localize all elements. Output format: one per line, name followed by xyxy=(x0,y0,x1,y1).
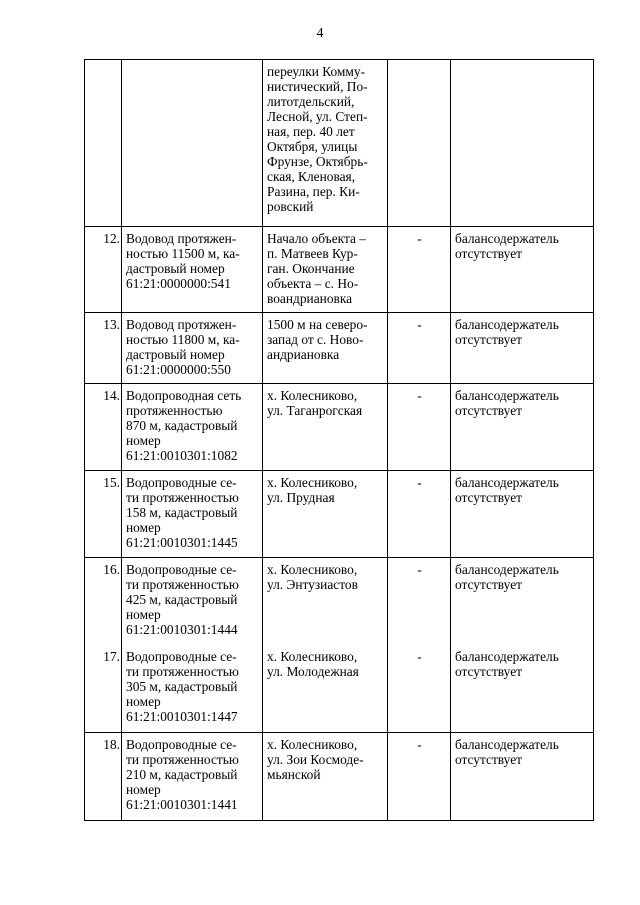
value-cell: - xyxy=(388,558,451,645)
value-cell: - xyxy=(388,227,451,313)
holder-cell: балансодержатель отсутствует xyxy=(451,384,594,471)
table-row xyxy=(85,645,594,733)
object-name-cell: Водопроводные се- ти протяженностью 210 м, кадастровый номер 61:21:0010301:1441 xyxy=(122,733,263,821)
table-row xyxy=(85,313,594,384)
object-name-cell: Водопроводные се- ти протяженностью 158 м, кадастровый номер 61:21:0010301:1445 xyxy=(122,471,263,558)
table-row xyxy=(85,471,594,558)
value-cell: - xyxy=(388,384,451,471)
row-number-cell: 14. xyxy=(85,384,122,471)
row-number-cell: 15. xyxy=(85,471,122,558)
row-number-cell: 12. xyxy=(85,227,122,313)
table-row xyxy=(85,227,594,313)
location-cell: переулки Комму- нистический, По- литотдельский, Лесной, ул. Степ- ная, пер. 40 лет Октября, улицы Фрунзе, Октябрь- ская, Кленовая, Разина, пер. Ки- ровский xyxy=(263,60,388,227)
row-number-cell: 17. xyxy=(85,645,122,733)
object-name-cell: Водопроводная сеть протяженностью 870 м, кадастровый номер 61:21:0010301:1082 xyxy=(122,384,263,471)
holder-cell: балансодержатель отсутствует xyxy=(451,645,594,733)
holder-cell: балансодержатель отсутствует xyxy=(451,313,594,384)
object-name-cell: Водовод протяжен- ностью 11800 м, ка- дастровый номер 61:21:0000000:550 xyxy=(122,313,263,384)
object-name-cell xyxy=(122,60,263,227)
object-name-cell: Водовод протяжен- ностью 11500 м, ка- дастровый номер 61:21:0000000:541 xyxy=(122,227,263,313)
object-name-cell: Водопроводные се- ти протяженностью 305 м, кадастровый номер 61:21:0010301:1447 xyxy=(122,645,263,733)
holder-cell: балансодержатель отсутствует xyxy=(451,227,594,313)
holder-cell: балансодержатель отсутствует xyxy=(451,558,594,645)
holder-cell: балансодержатель отсутствует xyxy=(451,733,594,821)
location-cell: х. Колесниково, ул. Энтузиастов xyxy=(263,558,388,645)
value-cell: - xyxy=(388,471,451,558)
value-cell: - xyxy=(388,733,451,821)
object-name-cell: Водопроводные се- ти протяженностью 425 м, кадастровый номер 61:21:0010301:1444 xyxy=(122,558,263,645)
value-cell: - xyxy=(388,313,451,384)
table-row xyxy=(85,384,594,471)
row-number-cell xyxy=(85,60,122,227)
location-cell: х. Колесниково, ул. Молодежная xyxy=(263,645,388,733)
value-cell: - xyxy=(388,645,451,733)
property-registry-table xyxy=(84,59,594,821)
row-number-cell: 16. xyxy=(85,558,122,645)
row-number-cell: 18. xyxy=(85,733,122,821)
location-cell: 1500 м на северо- запад от с. Ново- андриановка xyxy=(263,313,388,384)
row-number-cell: 13. xyxy=(85,313,122,384)
value-cell xyxy=(388,60,451,227)
table-row xyxy=(85,733,594,821)
location-cell: х. Колесниково, ул. Таганрогская xyxy=(263,384,388,471)
table-row xyxy=(85,60,594,227)
holder-cell: балансодержатель отсутствует xyxy=(451,471,594,558)
holder-cell xyxy=(451,60,594,227)
table-row xyxy=(85,558,594,645)
location-cell: х. Колесниково, ул. Прудная xyxy=(263,471,388,558)
location-cell: Начало объекта – п. Матвеев Кур- ган. Окончание объекта – с. Но- воандриановка xyxy=(263,227,388,313)
page-number: 4 xyxy=(316,26,324,41)
location-cell: х. Колесниково, ул. Зои Космоде- мьянской xyxy=(263,733,388,821)
